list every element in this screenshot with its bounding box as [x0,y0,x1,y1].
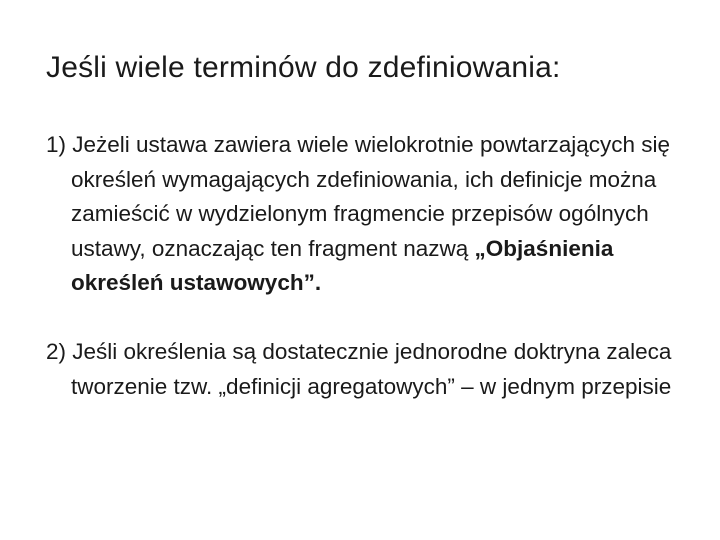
list-item-2-body: 2) Jeśli określenia są dostatecznie jednorodne doktryna zaleca tworzenie tzw. „definicji agregatowych” – w jednym przepisie [46,338,672,399]
list-item-1-body: 1) Jeżeli ustawa zawiera wiele wielokrotnie powtarzających się określeń wymagających zdefiniowania, ich definicje można zamieścić w wydzielonym fragmencie przepisów ogólnych ustawy, oznaczając ten fragment nazwą [46,132,671,261]
content-list [46,128,686,404]
list-item-2 [46,335,686,404]
list-item-1-text [46,132,670,295]
list-item-1 [46,128,686,301]
list-item-1-bold-term: „Objaśnienia określeń ustawowych”. [71,235,614,296]
list-item-2-text [46,339,671,399]
slide-title: Jeśli wiele terminów do zdefiniowania: [46,51,561,84]
